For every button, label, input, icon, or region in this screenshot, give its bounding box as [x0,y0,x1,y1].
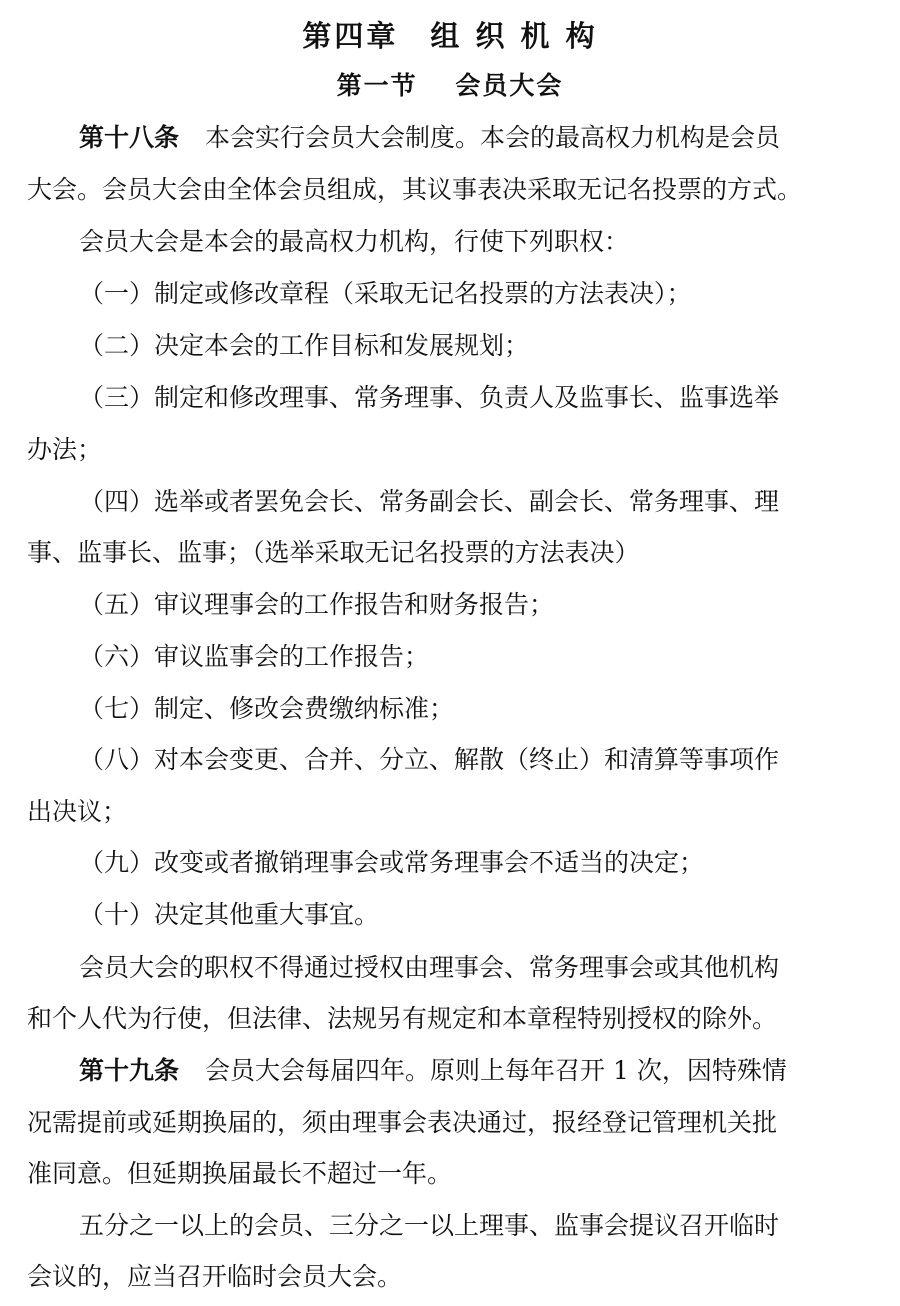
power-item-10: （十）决定其他重大事宜。 [79,900,380,929]
power-item-8-cont: 出决议； [27,797,128,826]
power-item-9: （九）改变或者撤销理事会或常务理事会不适当的决定； [79,848,705,877]
article-19-text-1: 会员大会每届四年。原则上每年召开 1 次，因特殊情 [205,1056,787,1085]
power-item-4: （四）选举或者罢免会长、常务副会长、副会长、常务理事、理 [79,487,780,516]
power-item-5: （五）审议理事会的工作报告和财务报告； [79,590,555,619]
article-18-number: 第十八条 [79,123,180,152]
power-item-3: （三）制定和修改理事、常务理事、负责人及监事长、监事选举 [79,383,780,412]
article-18-text-1: 本会实行会员大会制度。本会的最高权力机构是会员 [205,123,781,152]
power-item-4-cont: 事、监事长、监事；（选举采取无记名投票的方法表决） [27,538,640,567]
article-19-line-2: 况需提前或延期换届的，须由理事会表决通过，报经登记管理机关批 [27,1108,778,1137]
power-item-6: （六）审议监事会的工作报告； [79,642,430,671]
article-18-intro: 会员大会是本会的最高权力机构，行使下列职权： [79,227,630,256]
chapter-title: 第四章 组 织 机 构 [302,19,598,53]
article-19-para2-line-2: 会议的，应当召开临时会员大会。 [27,1262,403,1291]
power-item-7: （七）制定、修改会费缴纳标准； [79,694,455,723]
article-18-line-2: 大会。会员大会由全体会员组成，其议事表决采取无记名投票的方式。 [27,175,803,204]
article-19-line-1 [79,1051,887,1091]
article-19-line-3: 准同意。但延期换届最长不超过一年。 [27,1159,453,1188]
power-item-3-cont: 办法； [27,435,103,464]
section-title: 第一节 会员大会 [336,71,564,100]
article-18-line-1 [79,118,887,158]
article-19-para2-line-1: 五分之一以上的会员、三分之一以上理事、监事会提议召开临时 [79,1211,780,1240]
article-18-closing-1: 会员大会的职权不得通过授权由理事会、常务理事会或其他机构 [79,953,780,982]
article-19-number: 第十九条 [79,1056,180,1085]
power-item-2: （二）决定本会的工作目标和发展规划； [79,331,530,360]
power-item-8: （八）对本会变更、合并、分立、解散（终止）和清算等事项作 [79,745,780,774]
power-item-1: （一）制定或修改章程（采取无记名投票的方法表决）； [79,279,692,308]
article-18-closing-2: 和个人代为行使，但法律、法规另有规定和本章程特别授权的除外。 [27,1004,778,1033]
